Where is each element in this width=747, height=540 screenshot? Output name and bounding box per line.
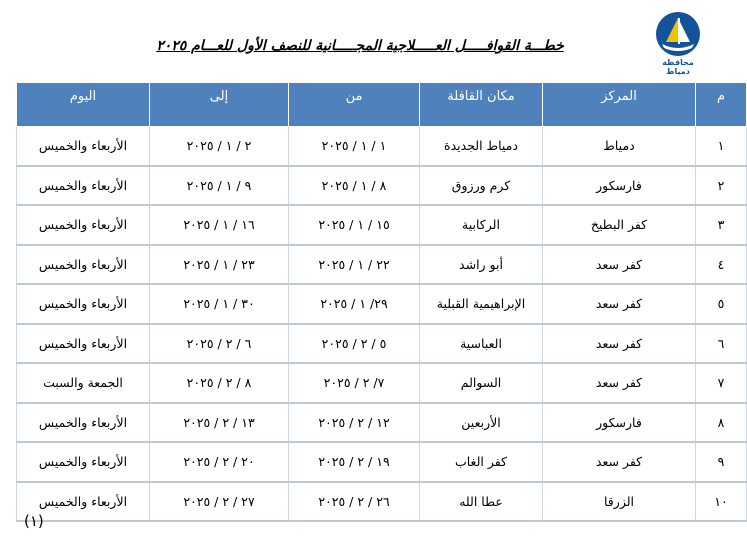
logo-caption: محافظة دمياط: [662, 58, 694, 76]
cell-num: ١: [696, 127, 747, 166]
cell-to: ٢٠ / ٢ / ٢٠٢٥: [150, 442, 289, 482]
cell-day: الأربعاء والخميس: [17, 442, 150, 482]
cell-num: ٣: [696, 205, 747, 245]
cell-place: العباسية: [420, 324, 543, 364]
table-row: [17, 442, 747, 482]
cell-day: الأربعاء والخميس: [17, 403, 150, 443]
cell-from: ١ / ١ / ٢٠٢٥: [289, 127, 420, 166]
cell-place: دمياط الجديدة: [420, 127, 543, 166]
page-number: (١): [24, 512, 44, 530]
header-place: مكان القافلة: [420, 83, 543, 127]
cell-from: ٢٦ / ٢ / ٢٠٢٥: [289, 482, 420, 522]
cell-from: ٢٢ / ١ / ٢٠٢٥: [289, 245, 420, 285]
table-header-row: [17, 83, 747, 127]
table-row: [17, 127, 747, 166]
table-row: [17, 482, 747, 522]
table-row: [17, 324, 747, 364]
header-day: اليوم: [17, 83, 150, 127]
cell-day: الأربعاء والخميس: [17, 245, 150, 285]
cell-from: ٥ / ٢ / ٢٠٢٥: [289, 324, 420, 364]
table-row: [17, 166, 747, 206]
cell-from: ١٥ / ١ / ٢٠٢٥: [289, 205, 420, 245]
cell-center: دمياط: [543, 127, 696, 166]
cell-num: ٧: [696, 363, 747, 403]
header-to: إلى: [150, 83, 289, 127]
cell-to: ٣٠ / ١ / ٢٠٢٥: [150, 284, 289, 324]
cell-from: ١٢ / ٢ / ٢٠٢٥: [289, 403, 420, 443]
cell-day: الأربعاء والخميس: [17, 127, 150, 166]
convoy-schedule-table: [16, 82, 747, 522]
cell-center: كفر سعد: [543, 324, 696, 364]
table-row: [17, 363, 747, 403]
cell-num: ٩: [696, 442, 747, 482]
header-center: المركز: [543, 83, 696, 127]
cell-to: ٨ / ٢ / ٢٠٢٥: [150, 363, 289, 403]
cell-day: الأربعاء والخميس: [17, 284, 150, 324]
cell-from: ٨ / ١ / ٢٠٢٥: [289, 166, 420, 206]
cell-place: الإبراهيمية القبلية: [420, 284, 543, 324]
cell-center: كفر سعد: [543, 284, 696, 324]
cell-place: كفر الغاب: [420, 442, 543, 482]
cell-to: ١٦ / ١ / ٢٠٢٥: [150, 205, 289, 245]
cell-center: فارسكور: [543, 403, 696, 443]
table-row: [17, 245, 747, 285]
cell-center: فارسكور: [543, 166, 696, 206]
header-from: من: [289, 83, 420, 127]
cell-day: الجمعة والسبت: [17, 363, 150, 403]
cell-day: الأربعاء والخميس: [17, 482, 150, 522]
cell-num: ٨: [696, 403, 747, 443]
cell-place: عطا الله: [420, 482, 543, 522]
table-row: [17, 205, 747, 245]
governorate-logo: [650, 12, 706, 76]
cell-from: ١٩ / ٢ / ٢٠٢٥: [289, 442, 420, 482]
cell-place: الأربعين: [420, 403, 543, 443]
cell-num: ٤: [696, 245, 747, 285]
cell-day: الأربعاء والخميس: [17, 324, 150, 364]
cell-to: ٩ / ١ / ٢٠٢٥: [150, 166, 289, 206]
cell-num: ٢: [696, 166, 747, 206]
cell-center: كفر سعد: [543, 363, 696, 403]
page-title: خطـــة القوافـــــل العـــــلاجية المجـــــانية للنصف الأول للعـــام ٢٠٢٥: [156, 38, 564, 54]
cell-num: ١٠: [696, 482, 747, 522]
cell-center: كفر سعد: [543, 442, 696, 482]
cell-to: ٦ / ٢ / ٢٠٢٥: [150, 324, 289, 364]
cell-to: ١٣ / ٢ / ٢٠٢٥: [150, 403, 289, 443]
sailboat-icon: [656, 12, 700, 56]
cell-num: ٦: [696, 324, 747, 364]
cell-to: ٢ / ١ / ٢٠٢٥: [150, 127, 289, 166]
cell-place: السوالم: [420, 363, 543, 403]
cell-center: كفر البطيخ: [543, 205, 696, 245]
cell-place: أبو راشد: [420, 245, 543, 285]
cell-place: كرم ورزوق: [420, 166, 543, 206]
cell-center: الزرقا: [543, 482, 696, 522]
logo-emblem: [656, 12, 700, 56]
cell-from: ٧/ ٢ / ٢٠٢٥: [289, 363, 420, 403]
table-row: [17, 284, 747, 324]
header-num: م: [696, 83, 747, 127]
table-row: [17, 403, 747, 443]
cell-day: الأربعاء والخميس: [17, 166, 150, 206]
cell-center: كفر سعد: [543, 245, 696, 285]
cell-from: ٢٩/ ١ / ٢٠٢٥: [289, 284, 420, 324]
cell-to: ٢٧ / ٢ / ٢٠٢٥: [150, 482, 289, 522]
cell-num: ٥: [696, 284, 747, 324]
cell-to: ٢٣ / ١ / ٢٠٢٥: [150, 245, 289, 285]
cell-day: الأربعاء والخميس: [17, 205, 150, 245]
cell-place: الركابية: [420, 205, 543, 245]
